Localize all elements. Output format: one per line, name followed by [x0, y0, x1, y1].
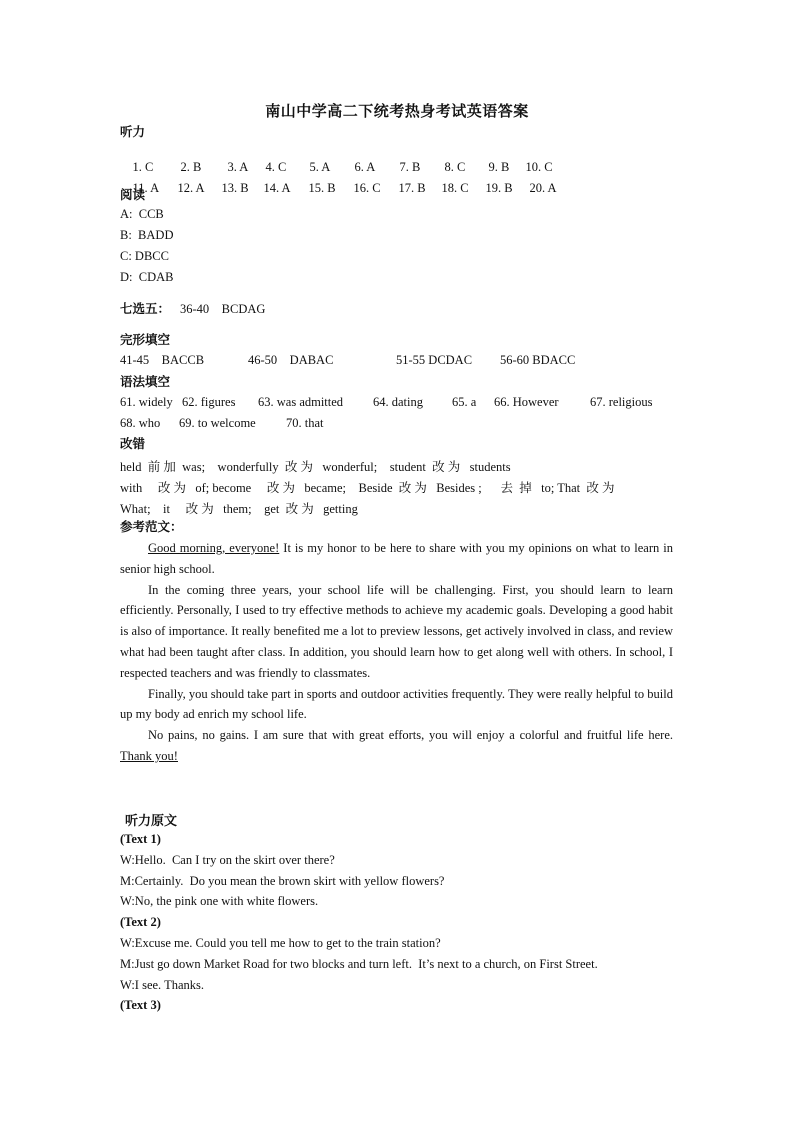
grammar-fill-row2 — [120, 416, 346, 431]
transcript-heading: 听力原文 — [125, 814, 178, 829]
essay-paragraph-text: It is my honor to be here to share with you my opinions on what to learn in senior high school. — [120, 541, 673, 576]
answer-item: 13. B — [221, 181, 249, 195]
seven-choice-heading: 七选五： — [120, 301, 171, 316]
answer-item: 67. religious — [590, 395, 653, 409]
answer-item: 15. B — [308, 181, 336, 195]
text2-label: (Text 2) — [120, 915, 161, 929]
answer-item: 5. A — [309, 160, 331, 174]
answer-item: 16. C — [353, 181, 381, 195]
essay-paragraph: Finally, you should take part in sports and outdoor activities frequently. They were really helpful to build up my body ad enrich my school life. — [120, 686, 673, 722]
cloze-heading: 完形填空 — [120, 332, 171, 347]
sample-essay-heading: 参考范文： — [120, 519, 183, 534]
answer-item: 3. A — [227, 160, 249, 174]
seven-choice-line — [120, 299, 265, 317]
correction-line: What; it 改 为 them; get 改 为 getting — [120, 502, 358, 516]
reading-answer-line: B: BADD — [120, 228, 174, 242]
answer-item: 66. However — [494, 395, 559, 409]
essay-greeting: Good morning, everyone! — [148, 541, 280, 555]
answer-item: 8. C — [444, 160, 466, 174]
dialogue-line: M:Certainly. Do you mean the brown skirt with yellow flowers? — [120, 874, 445, 888]
answer-item: 14. A — [263, 181, 291, 195]
listening-answers-row2 — [120, 166, 570, 211]
answer-item: 63. was admitted — [258, 395, 344, 409]
reading-answer-line: C: DBCC — [120, 249, 169, 263]
dialogue-line: W:I see. Thanks. — [120, 978, 205, 992]
correction-heading: 改错 — [120, 436, 146, 451]
essay-paragraph-text: No pains, no gains. I am sure that with great efforts, you will enjoy a colorful and fruitful life here. — [148, 728, 673, 743]
answer-item: 62. figures — [182, 395, 236, 409]
answer-item: 56-60 BDACC — [500, 353, 576, 367]
essay-paragraph: In the coming three years, your school life will be challenging. First, you should learn to learn efficiently. Personally, I used to try effective methods to achieve my academic goals. Developing a good habit is also of importance. It really benefited me a lot to preview lessons, get actively involved in class, and review what had been taught after class. In addition, you should learn how to get along well with others. In school, I respected teachers and was friendly to classmates. — [120, 582, 673, 680]
reading-heading: 阅读 — [120, 187, 146, 202]
essay-paragraph — [120, 725, 673, 767]
grammar-fill-heading: 语法填空 — [120, 374, 171, 389]
answer-item: 6. A — [354, 160, 376, 174]
answer-item: 17. B — [398, 181, 426, 195]
reading-answer-line: A: CCB — [120, 207, 164, 221]
dialogue-line: W:No, the pink one with white flowers. — [120, 894, 319, 908]
answer-item: 20. A — [529, 181, 557, 195]
correction-line: held 前 加 was; wonderfully 改 为 wonderful; student 改 为 students — [120, 460, 511, 474]
answer-item: 9. B — [488, 160, 510, 174]
answer-item: 4. C — [265, 160, 287, 174]
answer-item: 18. C — [441, 181, 469, 195]
answer-item: 1. C — [132, 160, 154, 174]
answer-item: 7. B — [399, 160, 421, 174]
answer-item: 46-50 DABAC — [248, 353, 334, 367]
dialogue-line: W:Hello. Can I try on the skirt over there? — [120, 853, 335, 867]
answer-item: 10. C — [525, 160, 553, 174]
answer-item: 12. A — [177, 181, 205, 195]
dialogue-line: W:Excuse me. Could you tell me how to get to the train station? — [120, 936, 441, 950]
answer-item: 19. B — [485, 181, 513, 195]
essay-paragraph — [120, 538, 673, 580]
reading-answer-line: D: CDAB — [120, 270, 174, 284]
listening-heading: 听力 — [120, 124, 146, 139]
answer-item: 69. to welcome — [179, 416, 256, 430]
answer-item: 51-55 DCDAC — [396, 353, 473, 367]
answer-item: 68. who — [120, 416, 161, 430]
answer-item: 2. B — [180, 160, 202, 174]
cloze-answers — [120, 353, 590, 368]
answer-item: 64. dating — [373, 395, 423, 409]
dialogue-line: M:Just go down Market Road for two blocks and turn left. It’s next to a church, on First Street. — [120, 957, 598, 971]
text1-label: (Text 1) — [120, 832, 161, 846]
essay-closing: Thank you! — [120, 748, 178, 763]
answer-item: 11. A — [132, 181, 160, 195]
correction-line: with 改 为 of; become 改 为 became; Beside 改 为 Besides ; 去 掉 to; That 改 为 — [120, 481, 615, 495]
answer-item: 70. that — [286, 416, 324, 430]
answer-item: 41-45 BACCB — [120, 353, 205, 367]
seven-choice-answer: 36-40 BCDAG — [180, 302, 266, 316]
sample-essay-body — [120, 538, 673, 767]
grammar-fill-row1 — [120, 395, 665, 410]
document-title: 南山中学高二下统考热身考试英语答案 — [265, 102, 529, 120]
text3-label: (Text 3) — [120, 998, 161, 1012]
answer-item: 61. widely — [120, 395, 173, 409]
answer-item: 65. a — [452, 395, 477, 409]
